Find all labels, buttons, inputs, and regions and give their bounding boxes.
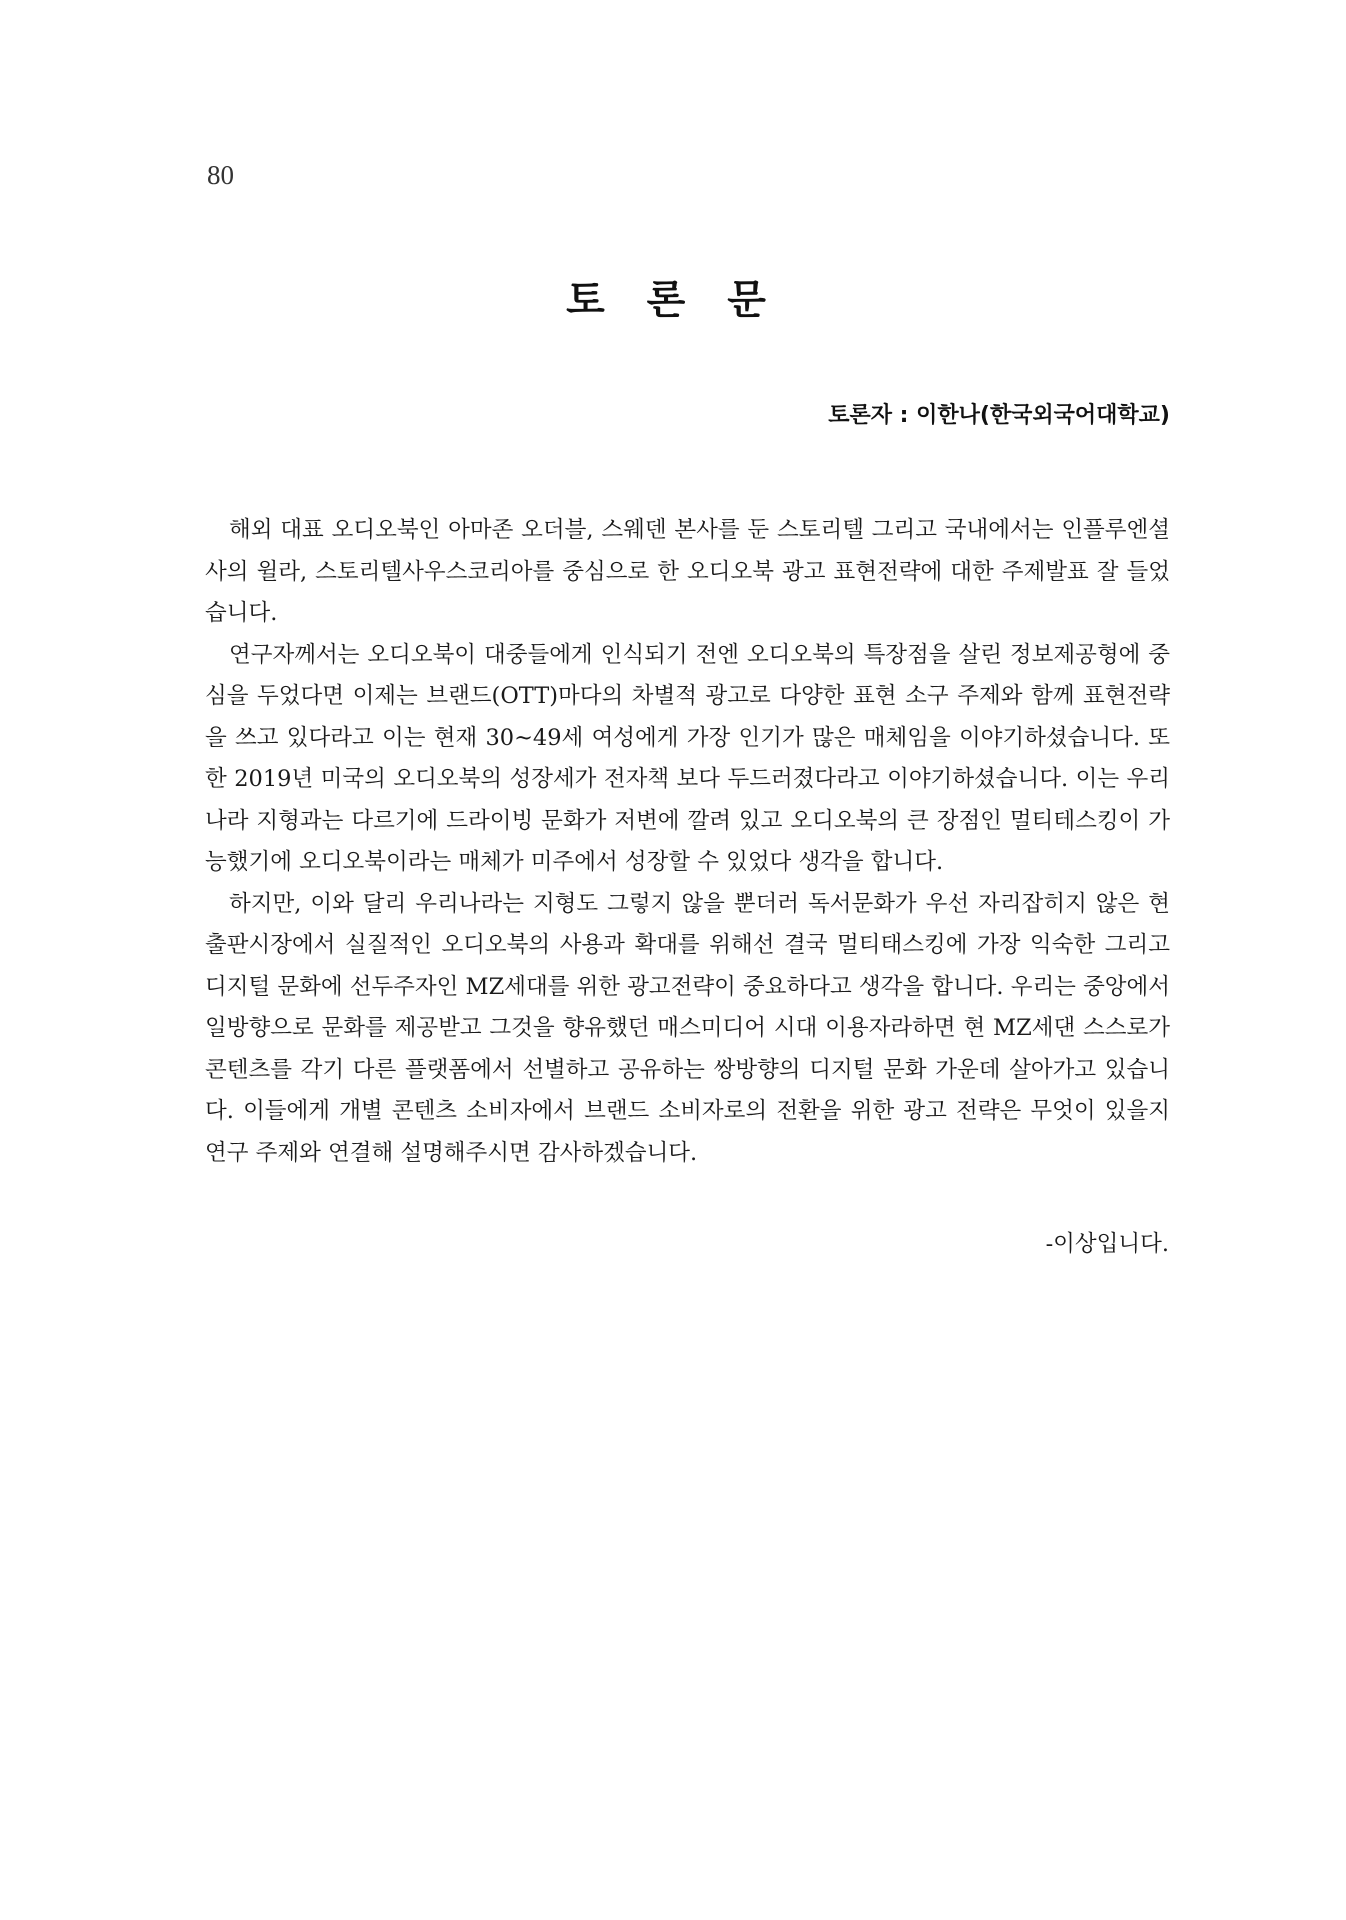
closing-remark: -이상입니다. (1045, 1231, 1169, 1257)
body-text (205, 510, 1170, 1174)
page-title: 토 론 문 (566, 277, 780, 323)
paragraph: 연구자께서는 오디오북이 대중들에게 인식되기 전엔 오디오북의 특장점을 살린 정보제공형에 중심을 두었다면 이제는 브랜드(OTT)마다의 차별적 광고로 다양한 표현 소구 주제와 함께 표현전략을 쓰고 있다라고 이는 현재 30~49세 여성에게 가장 인기가 많은 매체임을 이야기하셨습니다. 또한 2019년 미국의 오디오북의 성장세가 전자책 보다 두드러졌다라고 이야기하셨습니다. 이는 우리나라 지형과는 다르기에 드라이빙 문화가 저변에 깔려 있고 오디오북의 큰 장점인 멀티테스킹이 가능했기에 오디오북이라는 매체가 미주에서 성장할 수 있었다 생각을 합니다. (205, 641, 1170, 875)
page-number: 80 (207, 160, 234, 190)
paragraph: 해외 대표 오디오북인 아마존 오더블, 스웨덴 본사를 둔 스토리텔 그리고 국내에서는 인플루엔셜사의 윌라, 스토리텔사우스코리아를 중심으로 한 오디오북 광고 표현전략에 대한 주제발표 잘 들었습니다. (205, 517, 1170, 626)
discussant-line: 토론자 : 이한나(한국외국어대학교) (828, 403, 1170, 428)
paragraph: 하지만, 이와 달리 우리나라는 지형도 그렇지 않을 뿐더러 독서문화가 우선 자리잡히지 않은 현 출판시장에서 실질적인 오디오북의 사용과 확대를 위해선 결국 멀티태스킹에 가장 익숙한 그리고 디지털 문화에 선두주자인 MZ세대를 위한 광고전략이 중요하다고 생각을 합니다. 우리는 중앙에서 일방향으로 문화를 제공받고 그것을 향유했던 매스미디어 시대 이용자라하면 현 MZ세댄 스스로가 콘텐츠를 각기 다른 플랫폼에서 선별하고 공유하는 쌍방향의 디지털 문화 가운데 살아가고 있습니다. 이들에게 개별 콘텐츠 소비자에서 브랜드 소비자로의 전환을 위한 광고 전략은 무엇이 있을지 연구 주제와 연결해 설명해주시면 감사하겠습니다. (205, 890, 1171, 1166)
